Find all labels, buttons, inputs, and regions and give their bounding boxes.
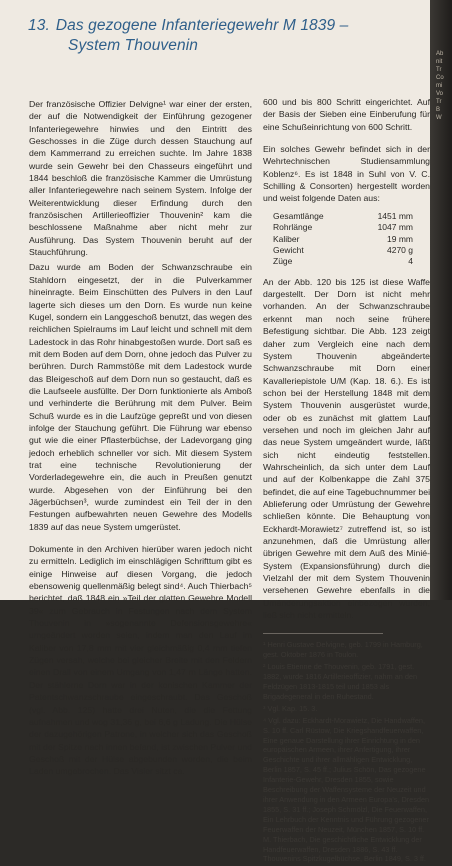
chapter-title xyxy=(28,16,423,56)
paragraph: 600 und bis 800 Schritt eingerichtet. Auf der Basis der Sieben eine Einberufung für eine Schußeinrichtung von 600 Schritt. xyxy=(263,97,430,132)
paragraph: An der Abb. 120 bis 125 ist diese Waffe dargestellt. Der Dorn ist nicht mehr vorhanden. An der Schwanzschraube erkennt man noch seine frühere Befestigung sichtbar. Die Abb. 123 zeigt daher zum Vergleich eine nach dem System Thouvenin abgeänderte Schwanzschraube mit Dorn einer Kavalleriepistole U/M (Kap. 18. 6.). Es ist schon bei der Herstellung 1848 mit dem System Thouvenin ausgerüstet wurde, oder ob es zunächst mit glattem Lauf versehen und noch im gleichen Jahr auf das neue System umgeändert wurde, läßt sich nicht eindeutig feststellen. Wahrscheinlich, da sich unter dem Lauf und auf der Kolbenkappe die Zahl 375 befindet, die auf eine Tagebuchnummer bei Ablieferung oder Umrüstung der Gewehre schließen könnte. Die Behauptung von Eckhardt-Morawietz⁷ zutreffend ist, so ist anzunehmen, daß die Umrüstung aller übrigen Gewehre mit dem Auß des Minié-System (Expansionsführung) durch die Vielzahl der mit dem System Thouvenin versehenen Gewehre ebenfalls in die Umänderungsaktion einbezogen wurden, ließ sich nicht ermitteln. xyxy=(263,276,430,621)
spec-row xyxy=(273,256,413,267)
footnote: ¹ Henri Gustave Delvigne, geb. 1799 in Hamburg, gest. Oktober 1876 in Toulon. xyxy=(263,640,423,660)
spec-row xyxy=(273,222,413,233)
footnote: ² Louis Etienne de Thouvenin, geb. 1791, gest. 1882, wurde 1816 Artillerieoffizier, nahm an den Feldzügen 1813-1815 teil und 1853 als Brigadegeneral in den Ruhestand. xyxy=(263,662,418,701)
spec-label: Gesamtlänge xyxy=(273,210,324,221)
spec-label: Gewicht xyxy=(273,244,304,255)
spec-value: 4270 g xyxy=(387,244,413,255)
right-text-column xyxy=(263,96,430,866)
chapter-title-line1: Das gezogene Infanteriegewehr M 1839 – xyxy=(55,17,349,34)
spec-value: 19 mm xyxy=(387,233,413,244)
paragraph: Dazu wurde am Boden der Schwanzschraube ein Stahldorn eingesetzt, der in die Pulverkammer hineinragte. Beim Einschütten des Pulvers in den Lauf lagerte sich dieses um den Dorn. Es wurde nun keine Kugel, sondern ein Langgeschoß benutzt, das wegen des reichlichen Spielraums im Lauf leicht und schnell mit dem Ladestock in das Rohr hinabgestoßen wurde. Dort saß es mit dem Boden auf dem Dorn, ohne jedoch das Pulver zu berühren. Durch Rammstöße mit dem Ladestock wurde das Bleigeschoß auf dem Dorn nun so gestaucht, daß es die Laufseele ausfüllte. Der Dorn funktionierte als Amboß und verhinderte die Berührung mit dem Pulver. Beim Schuß wurde es in die Laufzüge gepreßt und von diesen infolge der Stauchung geführt. Die Führung war ebenso gut wie die einer Pflasterbüchse, der Ladevorgang ging jedoch erheblich schneller vor sich. Mit diesem System trat eine technische Revolutionierung der Vorderladegewehre ein, die auch in Preußen genutzt wurde. Abgesehen von der Einführung bei den Jägerbüchsen³, wurde zumindest ein Teil der in den Festungen aufbewahrten neuen Gewehre des Modells 1839 auf das neue System umgerüstet. xyxy=(29,262,252,532)
footnote: ⁴ Vgl. dazu: Eckhardt-Morawietz, Die Handwaffen, S. 10 ff. Carl Rüstow, Die Kriegshandfeuerwaffen, Eine genaue Darstellung ihrer Einrichtung in den europäischen Armeen, ihrer Anfertigung, ihrer Geschichte und ihrer allmähligen Entwicklung, Berlin 1857, S. 45 ff.; Julius Schön, Das gezogene Infanterie-Gewehr, Dresden 1855, sowie Beschreibung der Waffensysteme der Neuzeit und ihrer Anwendung in den Armeen Europa's, Dresden 1855, S. 31 ff.; Joseph Schmölzl, Die Feuerwaffen, Ein Lehrbuch der Kenntnis und Führung gezogener Feuerwaffen der Neuzeit, München 1857, S. 10 ff. M. Thierbach, Die geschichtliche Entwicklung der Handfeuerwaffen, Dresden 1886, S. 43 ff. Thouvenins Spitzkugelbüchse, Berlin 1849, S. 3 ff. xyxy=(263,715,430,864)
chapter-number: 13. xyxy=(28,17,50,34)
paragraph: Der französische Offizier Delvigne¹ war einer der ersten, der auf die Notwendigkeit der Einführung gezogener Infanteriegewehre hinwies und den Eintritt des Geschosses in die Züge durch dessen Stauchung auf dem Kammerrand zu erreichen suchte. Im Jahre 1838 wurde sein Gewehr bei den Chasseurs eingeführt und 1844 beschloß die französische Kammer die Umrüstung aller Infanteriegewehre nach seinem System. Infolge der Weiterentwicklung dieser Erfindung durch den französischen Artillerieoffizier Thouvenin² kam die beschlossene Maßnahme aber nicht mehr zur Ausführung. Das System Thouvenin beruht auf der Stauchführung. xyxy=(29,99,252,258)
spec-label: Züge xyxy=(273,256,293,267)
spec-value: 1451 mm xyxy=(377,210,413,221)
spec-table xyxy=(273,211,430,268)
spec-value: 1047 mm xyxy=(377,222,413,233)
footnotes xyxy=(263,640,430,864)
facing-page-edge-text: Ab nit Tr Co mi Vo Tr B W xyxy=(436,51,444,121)
footnote-divider xyxy=(263,633,383,634)
paragraph: Ein solches Gewehr befindet sich in der Wehrtechnischen Studiensammlung Koblenz⁶. Es ist 1848 in Suhl von V. C. Schilling & Consorten) hergestellt worden und weist folgende Daten aus: xyxy=(263,144,430,204)
spec-row xyxy=(273,234,413,245)
paragraph: Dokumente in den Archiven hierüber waren jedoch nicht zu ermitteln. Lediglich im einschlägigen Schrifttum gibt es einige Hinweise auf diesen Vorgang, die jedoch ebensowenig quellenmäßig belegt sind⁴. Auch Thierbach⁵ berichtet, daß 1848 ein »Teil der glatten Gewehre Modell 39« zum Gebrauch in Festungen nach dem System Thouvenin in »sogenannte Defensionsgewehre« umgeändert worden seien, indem man den Lauf im Kaliber von 17,8 mm mit vier gleichmäßig 0,4 mm tiefen Zügen versah, welche bei gleicher Breite mit den Feldern einen Drall von einem Umgang von 1,47 m Länge hatten. Der stählerne Dorn war in der konischen Kammer der Patentschwanzschraube eingeschraubt. Das Geschoß (vgl. Abb. 125) hatte drei Nuten, die die Fettung aufnahmen und wog 31,36 g, bei 6,6 g Ladung. Die Hülse der dazugehörigen Patrone, in welcher sich das Geschoß mit der Spitze nach innen befand, ist zwischen Pulver und Geschoß mit der Hülse abgebunden worden, die beim Laden umgebrochen. Das Visier sitzt ca. xyxy=(29,544,252,777)
spec-row xyxy=(273,245,413,256)
spec-label: Kaliber xyxy=(273,233,300,244)
spec-value: 4 xyxy=(408,256,413,267)
footnote: ³ Vgl. Kap. 15. 3. xyxy=(263,703,318,713)
left-text-column xyxy=(29,98,252,781)
spec-row xyxy=(273,211,413,222)
chapter-title-line2: System Thouvenin xyxy=(68,37,198,54)
spec-label: Rohrlänge xyxy=(273,222,313,233)
